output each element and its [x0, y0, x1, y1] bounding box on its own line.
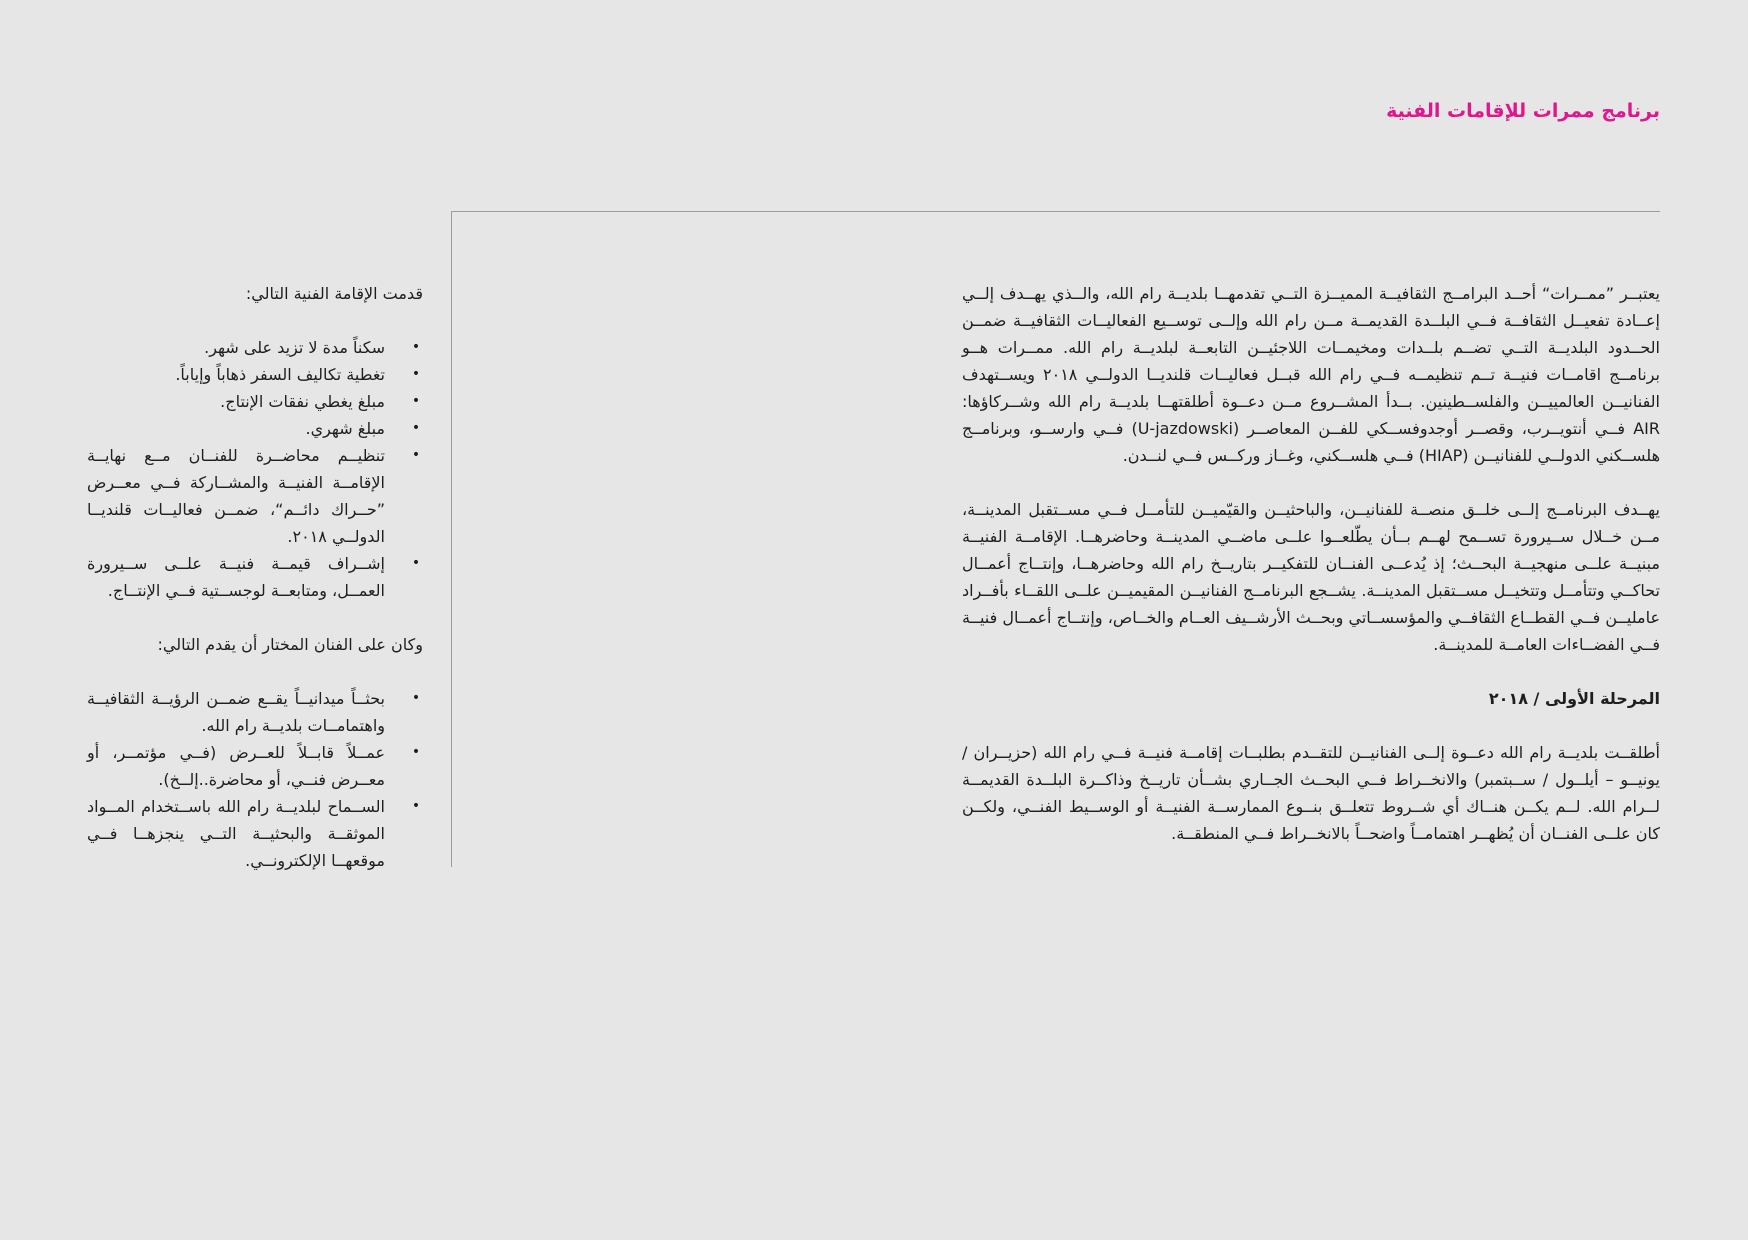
- list-item: [87, 388, 421, 415]
- phase-paragraph: أطلقــت بلديــة رام الله دعــوة إلــى الفنانيــن للتقــدم بطلبــات إقامــة فنيــة فــي رام الله (حزيــران / يونيــو – أيلــول / ســبتمبر) والانخــراط فــي البحــث الجــاري بشــأن تاريــخ وذاكــرة البلــدة القديمــة لــرام الله. لــم يكــن هنــاك أي شــروط تتعلــق بنــوع الممارســة الفنيــة أو الوســيط الفنــي، ولكــن كان علــى الفنــان أن يُظهــر اهتمامــاً واضحــاً بالانخــراط فــي المنطقــة.: [962, 743, 1660, 843]
- list-item-text: مبلغ شهري.: [305, 419, 385, 438]
- phase-heading: المرحلة الأولى / ٢٠١٨: [1488, 689, 1660, 708]
- column-divider: [451, 211, 452, 867]
- list-item-text: تغطية تكاليف السفر ذهاباً وإياباً.: [175, 365, 385, 384]
- bullet-icon: •: [411, 366, 421, 382]
- list-item: [87, 361, 421, 388]
- list-item-text: مبلغ يغطي نفقات الإنتاج.: [220, 392, 385, 411]
- requirements-list: [87, 685, 423, 874]
- list-item: [87, 685, 421, 739]
- list-item-text: إشــراف قيمــة فنيــة علــى ســيرورة العمــل، ومتابعــة لوجســتية فــي الإنتــاج.: [87, 554, 385, 600]
- top-divider: [451, 211, 1660, 212]
- page-title: برنامج ممرات للإقامات الفنية: [1386, 100, 1660, 122]
- bullet-icon: •: [411, 447, 421, 463]
- bullet-icon: •: [411, 798, 421, 814]
- list-item-text: عمــلاً قابــلاً للعــرض (فــي مؤتمــر، أو معــرض فنــي، أو محاضرة..إلــخ).: [87, 743, 385, 789]
- list-item: [87, 550, 421, 604]
- bullet-icon: •: [411, 339, 421, 355]
- main-column: [962, 280, 1660, 874]
- list-item-text: سكناً مدة لا تزيد على شهر.: [204, 338, 385, 357]
- bullet-icon: •: [411, 420, 421, 436]
- bullet-icon: •: [411, 690, 421, 706]
- list-item: [87, 793, 421, 874]
- offerings-list: [87, 334, 423, 604]
- goal-paragraph: يهــدف البرنامــج إلــى خلــق منصــة للفنانيــن، والباحثيــن والقيّميــن للتأمــل فــي مســتقبل المدينــة، مــن خــلال ســيرورة تســمح لهــم بــأن يطّلعــوا علــى ماضــي المدينــة وحاضرهــا. الإقامــة الفنيــة مبنيــة علــى منهجيــة البحــث؛ إذ يُدعــى الفنــان للتفكيــر بتاريــخ رام الله وحاضرهــا، وإنتــاج أعمــال تحاكــي وتتأمــل وتتخيــل مســتقبل المدينــة. يشــجع البرنامــج الفنانيــن المقيميــن علــى اللقــاء بأفــراد عامليــن فــي القطــاع الثقافــي والمؤسســاتي وبحــث الأرشــيف العــام والخــاص، وإنتــاج أعمــال فنيــة فــي الفضــاءات العامــة للمدينــة.: [962, 500, 1660, 654]
- list-item-text: بحثــاً ميدانيــاً يقــع ضمــن الرؤيــة الثقافيــة واهتمامــات بلديــة رام الله.: [87, 689, 385, 735]
- list-item: [87, 415, 421, 442]
- side-column: [87, 280, 423, 901]
- list-item: [87, 442, 421, 550]
- list-item: [87, 334, 421, 361]
- offerings-intro: قدمت الإقامة الفنية التالي:: [245, 284, 423, 303]
- bullet-icon: •: [411, 555, 421, 571]
- list-item-text: تنظيــم محاضــرة للفنــان مــع نهايــة الإقامــة الفنيــة والمشــاركة فــي معــرض ”حــراك دائــم“، ضمــن فعاليــات قلنديــا الدولــي ٢٠١٨.: [87, 446, 385, 546]
- list-item: [87, 739, 421, 793]
- bullet-icon: •: [411, 393, 421, 409]
- intro-paragraph: يعتبــر ”ممــرات“ أحــد البرامــج الثقافيــة المميــزة التــي تقدمهــا بلديــة رام الله، والــذي يهــدف إلــي إعــادة تفعيــل الثقافــة فــي البلــدة القديمــة مــن رام الله وإلــى توســيع الفعاليــات الثقافيــة ضمــن الحــدود البلديــة التــي تضــم بلــدات ومخيمــات اللاجئيــن التابعــة لبلديــة رام الله. ممــرات هــو برنامــج اقامــات فنيــة تــم تنظيمــه فــي رام الله قبــل فعاليــات قلنديــا الدولــي ٢٠١٨ ويســتهدف الفنانيــن العالمييــن والفلســطينين. بــدأ المشــروع مــن دعــوة أطلقتهــا بلديــة رام الله وشــركاؤها: AIR فــي أنتويــرب، وقصــر أوجدوفســكي للفــن المعاصــر (U-jazdowski) فــي وارســو، وبرنامــج هلســكني الدولــي للفنانيــن (HIAP) فــي هلســكني، وغــاز وركــس فــي لنــدن.: [962, 284, 1660, 465]
- requirements-intro: وكان على الفنان المختار أن يقدم التالي:: [157, 635, 423, 654]
- bullet-icon: •: [411, 744, 421, 760]
- list-item-text: الســماح لبلديــة رام الله باســتخدام المــواد الموثقــة والبحثيــة التــي ينجزهــا فــي موقعهــا الإلكترونــي.: [87, 797, 385, 870]
